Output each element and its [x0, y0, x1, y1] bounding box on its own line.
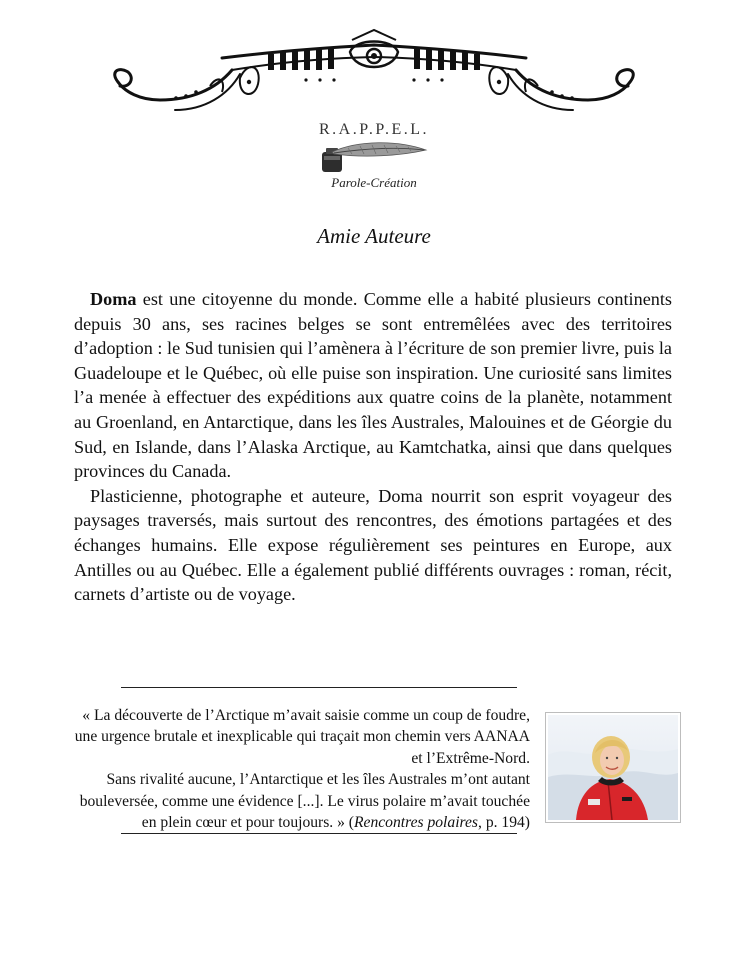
ink-and-quill-icon — [318, 142, 428, 176]
quote-divider-bottom — [121, 833, 517, 834]
quote-source-title: Rencontres polaires — [354, 814, 479, 832]
author-portrait-image — [548, 715, 678, 820]
bio-paragraph-1-text: est une citoyenne du monde. Comme elle a habité plusieurs continents depuis 30 ans, ses racines belges se sont entremêlées avec des territoires d’adoption : le Sud tunisien qui l’amènera à l’écriture de son premier livre, puis la Guadeloupe et le Québec, où elle puise son inspiration. Une curiosité sans limites l’a menée à effectuer des expéditions aux quatre coins de la planète, notamment au Groenland, en Antarctique, dans les îles Australes, Malouines et de Géorgie du Sud, en Islande, dans l’Alaska Arctique, au Kamtchatka, ainsi que dans quelques provinces du Canada. — [74, 289, 672, 482]
author-photo — [545, 712, 681, 823]
org-name: R.A.P.P.E.L. — [318, 121, 430, 138]
quote-paragraph-2 — [74, 769, 530, 833]
bio-paragraph-1 — [74, 287, 672, 484]
quote-divider-top — [121, 687, 517, 688]
bio-paragraph-2: Plasticienne, photographe et auteure, Doma nourrit son esprit voyageur des paysages traversés, mais surtout des rencontres, des émotions partagées et des échanges humains. Elle expose régulièrement ses peintures en Europe, aux Antilles ou au Québec. Elle a également publié différents ouvrages : roman, récit, carnets d’artiste ou de voyage. — [74, 485, 672, 605]
org-subtitle: Parole-Création — [331, 175, 417, 190]
quote-source-page: , p. 194) — [478, 814, 530, 832]
quote-paragraph-1: « La découverte de l’Arctique m’avait saisie comme un coup de foudre, une urgence brutale et inexplicable qui traçait mon chemin vers AANAA et l’Extrême-Nord. — [74, 707, 530, 767]
author-quote — [74, 705, 530, 833]
author-biography — [74, 287, 672, 607]
author-name: Doma — [90, 289, 137, 309]
page-title: Amie Auteure — [317, 224, 431, 248]
quote-paragraph-2-text: Sans rivalité aucune, l’Antarctique et les îles Australes m’ont autant bouleversée, comme une évidence [...]. Le virus polaire m’avait touchée en plein cœur et pour toujours. » ( — [79, 771, 530, 832]
decorative-header-ornament — [0, 0, 748, 120]
